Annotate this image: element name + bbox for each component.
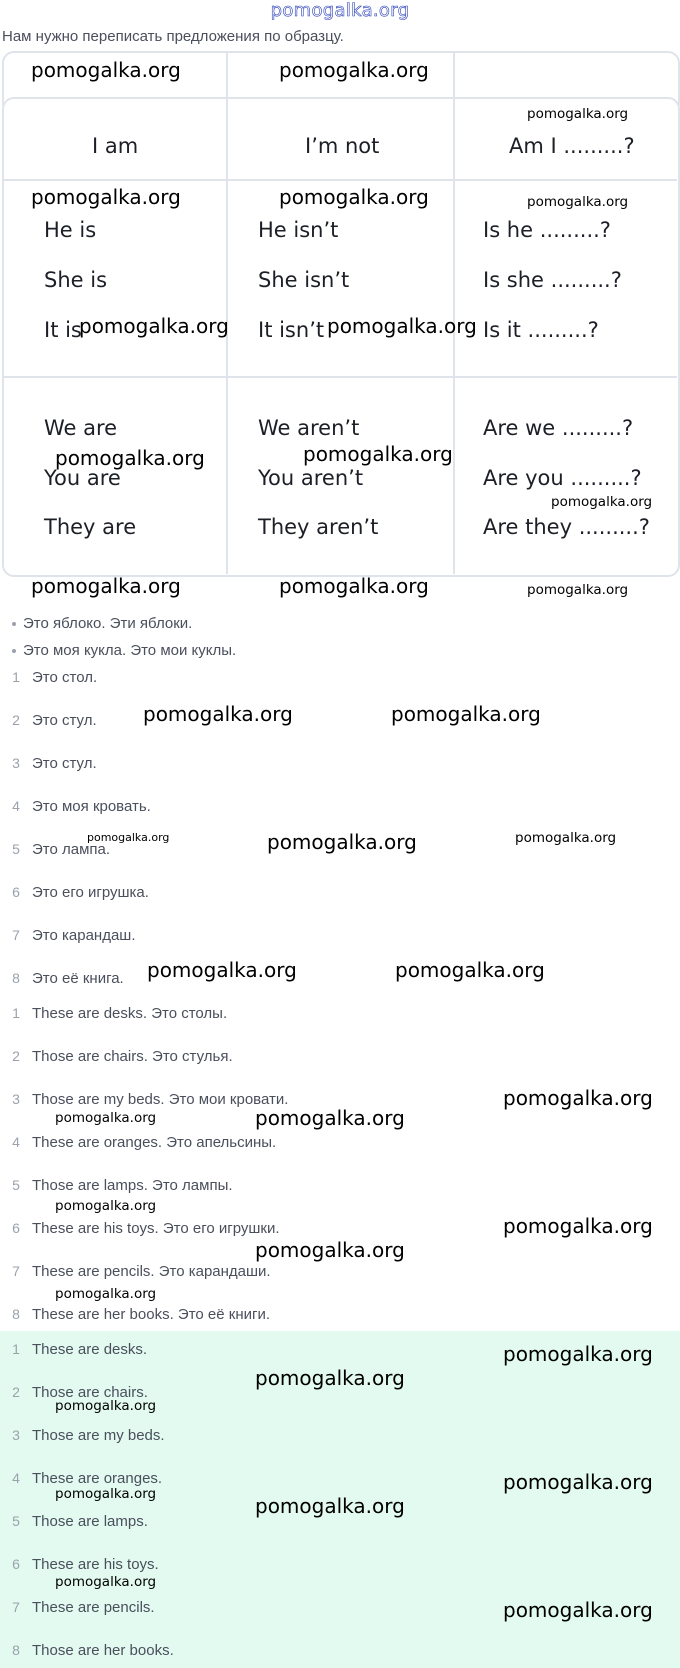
table-cell: You are (44, 466, 121, 490)
list-item (0, 1220, 280, 1237)
item-text: Those are my beds. Это мои кровати. (32, 1091, 289, 1108)
watermark: pomogalka.org (255, 1494, 405, 1518)
list-item (0, 1134, 276, 1151)
watermark: pomogalka.org (527, 106, 629, 122)
item-text: Это моя кровать. (32, 798, 151, 815)
list-item (0, 1048, 233, 1065)
item-text: These are pencils. Это карандаши. (32, 1263, 271, 1280)
watermark: pomogalka.org (267, 830, 417, 854)
watermark: pomogalka.org (279, 574, 429, 598)
table-cell: They aren’t (258, 515, 379, 539)
watermark: pomogalka.org (503, 1342, 653, 1366)
list-item (0, 927, 136, 944)
item-text: These are oranges. (32, 1470, 163, 1487)
bullet-dot-icon (12, 622, 16, 626)
table-cell: She is (44, 268, 108, 292)
item-number: 1 (12, 1341, 20, 1357)
watermark: pomogalka.org (55, 1398, 157, 1414)
table-cell: We are (44, 416, 118, 440)
table-back-divider (453, 52, 455, 98)
table-cell: They are (44, 515, 137, 539)
item-number: 8 (12, 1306, 20, 1322)
table-cell: Is he .........? (483, 218, 611, 242)
watermark: pomogalka.org (503, 1470, 653, 1494)
watermark: pomogalka.org (31, 574, 181, 598)
list-item (0, 884, 149, 901)
answer-item (0, 1642, 174, 1659)
watermark: pomogalka.org (503, 1086, 653, 1110)
watermark: pomogalka.org (55, 1486, 157, 1502)
watermark: pomogalka.org (391, 702, 541, 726)
watermark: pomogalka.org (255, 1238, 405, 1262)
table-back-divider (226, 52, 228, 98)
watermark: pomogalka.org (55, 1198, 157, 1214)
item-number: 8 (12, 970, 20, 986)
table-cell: You aren’t (258, 466, 364, 490)
item-number: 2 (12, 1048, 20, 1064)
item-text: Это стул. (32, 755, 97, 772)
table-cell: He isn’t (258, 218, 339, 242)
example-item (12, 615, 192, 632)
example-text: Это яблоко. Эти яблоки. (23, 615, 193, 632)
item-number: 4 (12, 1470, 20, 1486)
item-text: These are desks. Это столы. (32, 1005, 228, 1022)
item-number: 6 (12, 1220, 20, 1236)
table-cell: Are we .........? (483, 416, 634, 440)
watermark: pomogalka.org (527, 582, 629, 598)
example-item (12, 642, 236, 659)
answer-item (0, 1556, 159, 1573)
item-number: 7 (12, 927, 20, 943)
item-text: These are her books. Это её книги. (32, 1306, 271, 1323)
watermark: pomogalka.org (303, 442, 453, 466)
list-item (0, 1177, 233, 1194)
watermark: pomogalka.org (55, 1574, 157, 1590)
watermark: pomogalka.org (279, 185, 429, 209)
list-item (0, 1005, 227, 1022)
watermark: pomogalka.org (503, 1598, 653, 1622)
item-number: 7 (12, 1599, 20, 1615)
item-number: 6 (12, 1556, 20, 1572)
list-item (0, 970, 124, 987)
site-logo[interactable]: pomogalka.org (270, 0, 410, 21)
table-cell: Is she .........? (483, 268, 622, 292)
watermark: pomogalka.org (143, 702, 293, 726)
item-text: Those are chairs. (32, 1384, 148, 1401)
watermark: pomogalka.org (31, 58, 181, 82)
item-text: These are his toys. (32, 1556, 159, 1573)
watermark: pomogalka.org (395, 958, 545, 982)
item-number: 5 (12, 1177, 20, 1193)
item-number: 2 (12, 712, 20, 728)
item-text: Those are chairs. Это стулья. (32, 1048, 233, 1065)
watermark: pomogalka.org (55, 1110, 157, 1126)
table-header-im-not: I’m not (305, 134, 380, 158)
watermark: pomogalka.org (255, 1366, 405, 1390)
task-intro: Нам нужно переписать предложения по образцу. (2, 28, 344, 45)
list-item (0, 1263, 271, 1280)
list-item (0, 1306, 270, 1323)
answer-item (0, 1470, 162, 1487)
item-text: These are pencils. (32, 1599, 155, 1616)
item-number: 4 (12, 798, 20, 814)
item-text: Это стул. (32, 712, 97, 729)
table-cell: She isn’t (258, 268, 350, 292)
table-cell: It isn’t (258, 318, 325, 342)
item-text: Those are lamps. (32, 1513, 148, 1530)
watermark: pomogalka.org (147, 958, 297, 982)
answer-item (0, 1599, 155, 1616)
table-cell: Are they .........? (483, 515, 650, 539)
watermark: pomogalka.org (515, 830, 617, 846)
watermark: pomogalka.org (87, 831, 170, 844)
answer-item (0, 1427, 165, 1444)
list-item (0, 1091, 288, 1108)
watermark: pomogalka.org (31, 185, 181, 209)
item-text: These are oranges. Это апельсины. (32, 1134, 277, 1151)
item-number: 1 (12, 1005, 20, 1021)
watermark: pomogalka.org (279, 58, 429, 82)
item-number: 8 (12, 1642, 20, 1658)
item-text: Those are my beds. (32, 1427, 165, 1444)
item-text: Those are lamps. Это лампы. (32, 1177, 233, 1194)
item-text: Those are her books. (32, 1642, 174, 1659)
table-cell: We aren’t (258, 416, 360, 440)
table-cell: Is it .........? (483, 318, 599, 342)
watermark: pomogalka.org (503, 1214, 653, 1238)
item-text: These are his toys. Это его игрушки. (32, 1220, 280, 1237)
watermark: pomogalka.org (55, 446, 205, 470)
list-item (0, 712, 97, 729)
list-item (0, 669, 97, 686)
watermark: pomogalka.org (527, 194, 629, 210)
item-text: These are desks. (32, 1341, 148, 1358)
table-header-am-i: Am I .........? (509, 134, 635, 158)
watermark: pomogalka.org (327, 314, 477, 338)
item-number: 6 (12, 884, 20, 900)
item-number: 3 (12, 1091, 20, 1107)
item-text: Это карандаш. (32, 927, 136, 944)
item-text: Это её книга. (32, 970, 124, 987)
example-text: Это моя кукла. Это мои куклы. (23, 642, 237, 659)
bullet-dot-icon (12, 649, 16, 653)
item-number: 5 (12, 1513, 20, 1529)
watermark: pomogalka.org (55, 1286, 157, 1302)
table-row-divider (3, 179, 677, 181)
watermark: pomogalka.org (255, 1106, 405, 1130)
table-header-i-am: I am (92, 134, 139, 158)
table-row-divider (3, 376, 677, 378)
item-number: 3 (12, 1427, 20, 1443)
list-item (0, 755, 97, 772)
item-number: 4 (12, 1134, 20, 1150)
watermark: pomogalka.org (79, 314, 229, 338)
answer-item (0, 1513, 148, 1530)
item-text: Это его игрушка. (32, 884, 149, 901)
item-number: 3 (12, 755, 20, 771)
item-text: Это лампа. (32, 841, 111, 858)
table-cell: Are you .........? (483, 466, 642, 490)
watermark: pomogalka.org (551, 494, 653, 510)
list-item (0, 798, 151, 815)
table-cell: It is (44, 318, 82, 342)
item-number: 1 (12, 669, 20, 685)
item-number: 2 (12, 1384, 20, 1400)
table-cell: He is (44, 218, 97, 242)
answer-item (0, 1341, 147, 1358)
item-number: 7 (12, 1263, 20, 1279)
item-number: 5 (12, 841, 20, 857)
item-text: Это стол. (32, 669, 98, 686)
